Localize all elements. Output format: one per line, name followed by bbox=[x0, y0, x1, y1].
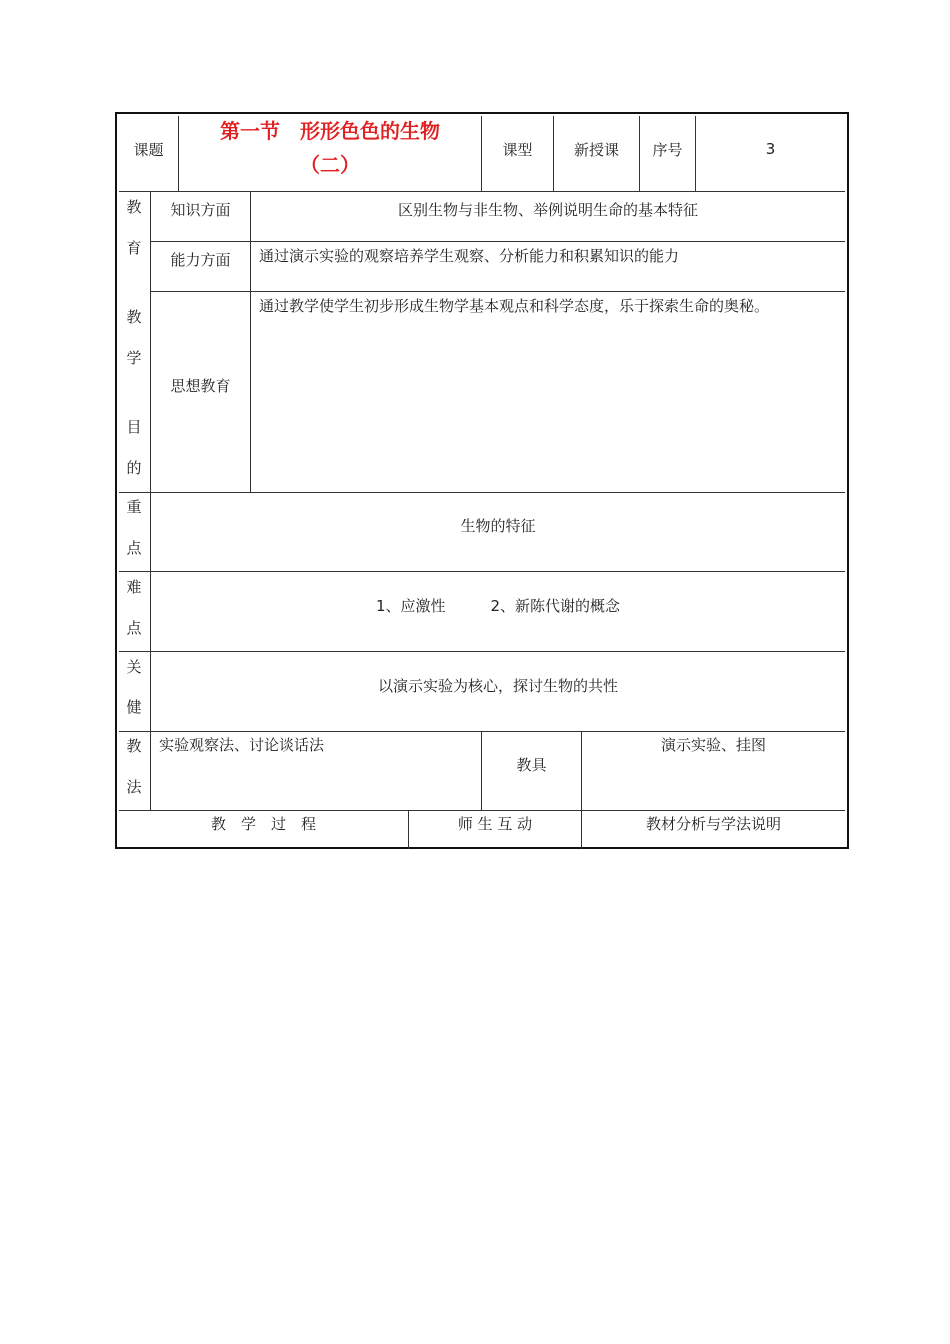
tools-label: 教具 bbox=[516, 756, 547, 774]
ability-value: 通过演示实验的观察培养学生观察、分析能力和积累知识的能力 bbox=[259, 247, 680, 265]
lesson-plan-table bbox=[119, 116, 845, 849]
objectives-label-char: 育 bbox=[126, 239, 142, 257]
lesson-title bbox=[179, 116, 481, 146]
knowledge-value: 区别生物与非生物、举例说明生命的基本特征 bbox=[397, 201, 698, 219]
thought-value: 通过教学使学生初步形成生物学基本观点和科学态度，乐于探索生命的奥秘。 bbox=[259, 297, 770, 315]
key-label-char: 健 bbox=[126, 698, 142, 716]
thought-label: 思想教育 bbox=[170, 377, 231, 395]
method-value: 实验观察法、讨论谈话法 bbox=[159, 736, 325, 754]
objectives-label-char: 教 bbox=[126, 198, 142, 216]
process-col-teaching: 教 学 过 程 bbox=[210, 815, 316, 833]
lesson-title-line1: 第一节 形形色色的生物 bbox=[220, 119, 440, 143]
objectives-label-char: 目 bbox=[126, 418, 142, 436]
lesson-subtitle bbox=[179, 150, 481, 180]
key-point-value: 生物的特征 bbox=[460, 517, 536, 535]
key-point-label-char: 重 bbox=[126, 498, 142, 516]
knowledge-label: 知识方面 bbox=[170, 201, 231, 219]
key-label-char: 关 bbox=[126, 658, 142, 676]
row-divider bbox=[119, 651, 845, 652]
tools-value: 演示实验、挂图 bbox=[660, 736, 766, 754]
key-value: 以演示实验为核心，探讨生物的共性 bbox=[377, 677, 618, 695]
key-point-label-char: 点 bbox=[126, 539, 142, 557]
lesson-title-line2: （二） bbox=[300, 153, 360, 177]
number-value: 3 bbox=[765, 140, 776, 158]
col-divider bbox=[150, 191, 151, 810]
method-label-char: 法 bbox=[126, 778, 142, 796]
difficult-point-label-char: 难 bbox=[126, 578, 142, 596]
row-divider bbox=[119, 492, 845, 493]
objectives-label-char: 教 bbox=[126, 308, 142, 326]
method-label-char: 教 bbox=[126, 737, 142, 755]
col-divider bbox=[250, 191, 251, 492]
objectives-label-char: 的 bbox=[126, 459, 142, 477]
type-value: 新授课 bbox=[573, 141, 619, 159]
process-col-interaction: 师 生 互 动 bbox=[457, 815, 533, 833]
difficult-point-value: 1、应激性 2、新陈代谢的概念 bbox=[375, 597, 621, 615]
difficult-point-label-char: 点 bbox=[126, 619, 142, 637]
number-label: 序号 bbox=[652, 141, 683, 159]
ability-label: 能力方面 bbox=[170, 251, 231, 269]
objectives-label-char: 学 bbox=[126, 349, 142, 367]
topic-label: 课题 bbox=[133, 141, 164, 159]
process-col-analysis: 教材分析与学法说明 bbox=[645, 815, 781, 833]
type-label: 课型 bbox=[502, 141, 533, 159]
row-divider bbox=[119, 571, 845, 572]
